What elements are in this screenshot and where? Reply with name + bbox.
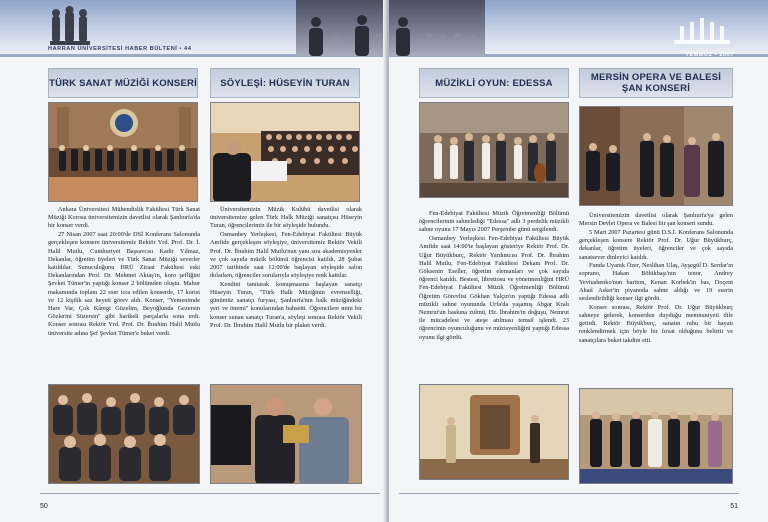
article-title-1: TÜRK SANAT MÜZİĞİ KONSERİ bbox=[48, 68, 198, 98]
page-number-right: 51 bbox=[730, 503, 738, 510]
statue-logo-icon bbox=[48, 6, 92, 46]
article-paragraph: Konser sonrası, Rektör Prof. Dr. Uğur Büyükburç sahneye gelerek, konserden duyduğu memnuniyeti dile getirdi. Rektör Büyükburç, sanatın ruhu bir hayatı renklendirmek için böyle bir fırsat olduğunu belirtti ve sanatçılara buket takdim etti. bbox=[579, 303, 733, 344]
article-title-4: MERSİN OPERA VE BALESİ ŞAN KONSERİ bbox=[579, 68, 733, 98]
issue-date-header-text: TEMMUZ • 2007 bbox=[685, 52, 734, 58]
article-paragraph: Üniversitemizin davetlisi olarak Şanlıurfa'ya gelen Mersin Devlet Opera ve Balesi bir şan konseri sundu. bbox=[579, 212, 733, 228]
opera-singers-photo bbox=[579, 106, 733, 206]
article-text-2 bbox=[210, 206, 362, 331]
article-column-3 bbox=[419, 68, 569, 98]
opera-curtain-call-photo bbox=[579, 388, 733, 484]
article-paragraph: Üniversitemizin Müzik Kulübü davetlisi olarak üniversitemize gelen Türk Halk Müziği sanatçısı Hüseyin Turan, öğrencilerimiz ile bir söyleşide bulundu. bbox=[210, 206, 362, 230]
article-paragraph: 27 Nisan 2007 saat 20:00'de DSİ Konferans Salonunda gerçekleşen konsere üniversitemiz Rektör Yrd. Prof. Dr. İ. Halil Mutlu, Cumhuriyet Başsavcısı Kadir Yılmaz, Dekanlar, öğretim üyeleri ve Türk Sanat Müziği severler katıldılar. Sunuculuğunu HRÜ Ziraat Fakültesi eski Dekanlarından Prof. Dr. Mehmet Aktaş'ın, koro şefliğini Şevket Tümer'in yaptığı konser 2 bölümden oluştu. Mahur makamında toplam 22 eser icra edilen konserde, 17 korist ve 12 kişilik saz heyeti görev aldı. Konser, "Yemenimde Hare Var, Çok Kâregi Güzelim, Beyoğlunda Gezersin Gözlerini Süzersin" gibi harikeli parçalarla sona erdi. Konser sonrası Rektör Yrd. Prof. Dr. İbrahim Halil Mutlu üniversite adına Şef Şevket Tümer'e buket verdi. bbox=[48, 231, 200, 337]
edessa-play-cast-photo bbox=[419, 102, 569, 198]
article-text-3 bbox=[419, 210, 569, 342]
university-building-logo-icon bbox=[670, 16, 734, 50]
article-column-2 bbox=[210, 68, 360, 98]
right-page bbox=[389, 0, 768, 522]
article-paragraph: 5 Mart 2007 Pazartesi günü D.S.İ. Konferans Salonunda gerçekleşen konsere Rektör Prof. Dr. Uğur Büyükburç, dekanlar, öğretim üyeleri, öğrenciler ve çok sayıda sanatsever dinleyici katıldı. bbox=[579, 228, 733, 261]
article-paragraph: Fen-Edebiyat Fakültesi Müzik Öğretmenliği Bölümü öğrencilerinin sahnelediği "Edessa" adlı 3 perdelik müzikli sahne oyunu 17 Mayıs 2007 Perşembe günü sergilendi. bbox=[419, 210, 569, 234]
edessa-stage-photo bbox=[419, 384, 569, 480]
article-title-2: SÖYLEŞİ: HÜSEYİN TURAN bbox=[210, 68, 360, 98]
article-column-4 bbox=[579, 68, 733, 98]
article-column-1 bbox=[48, 68, 198, 98]
bulletin-header-text: HARRAN ÜNİVERSİTESİ HABER BÜLTENİ • 44 bbox=[48, 46, 192, 52]
plaque-presentation-photo bbox=[210, 384, 362, 484]
footer-rule-right bbox=[399, 493, 739, 494]
audience-photo bbox=[48, 384, 200, 484]
footer-rule-left bbox=[40, 493, 380, 494]
article-paragraph: Funda Uyanık Özer, Neslihan Ulaş, Ayşegül D. Serdar'ın soprano, Hakan Bölükbaşı'nın tenor, Andrey Yevtushenko'nun bariton, Kenan Korbek'in bas, Doçent Ahad Asker'in piyanoda sahne aldığı ve 19 eserin seslendirildiği konser ilgi gördü. bbox=[579, 262, 733, 303]
article-paragraph: Ankara Üniversitesi Mühendislik Fakültesi Türk Sanat Müziği Korosu üniversitemizin davetlisi olarak Şanlıurfa'da bir konser verdi. bbox=[48, 206, 200, 230]
article-text-1 bbox=[48, 206, 200, 338]
article-paragraph: Kendini tanıtarak konuşmasına başlayan sanatçı Hüseyin Turan, "Türk Halk Müziğinin evrenselliği, günümüz sanatçı furyası, Şanlıurfa'nın halk müziğindeki yeri ve önemi" konularından bahsetti. Öğrencilere mini bir konser sunan sanatçı Turan'a, söyleşi sonrası Rektör Vekili Prof. Dr. İbrahim Halil Mutlu bir plaket verdi. bbox=[210, 280, 362, 329]
interview-photo bbox=[210, 102, 360, 202]
choir-concert-photo bbox=[48, 102, 198, 202]
article-text-4 bbox=[579, 212, 733, 345]
header-photo-left bbox=[296, 0, 387, 56]
page-number-left: 50 bbox=[40, 503, 48, 510]
article-title-3: MÜZİKLİ OYUN: EDESSA bbox=[419, 68, 569, 98]
header-photo-right bbox=[389, 0, 485, 56]
article-paragraph: Osmanbey Yerleşkesi, Fen-Edebiyat Fakültesi Büyük Amfide gerçekleşen söyleşiye, üniversitemiz Rektör Vekili Prof. Dr. İbrahim Halil Mutlu'nun yanı sıra akademisyenler ve çok sayıda müzik bölümü öğrencisi katıldı. 28 Şubat 2007 tarihinde saat 12:00'de başlayan söyleşide salon dolarken, öğrenciler sorularıyla söyleşiye renk kattılar. bbox=[210, 231, 362, 280]
article-paragraph: Osmanbey Yerleşkesi Fen-Edebiyat Fakültesi Büyük Amfide saat 14:00'te başlayan gösteriye Rektör Prof. Dr. Uğur Büyükburç, Rektör Yardımcısı Prof. Dr. İbrahim Halil Mutlu, Fen-Edebiyat Fakültesi Dekanı Prof. Dr. Göksenin Eseller, öğretim elemanları ve çok sayıda öğrenci katıldı. Bestesi, librettosu ve yönetmenliğini HRÜ Fen-Edebiyat Fakültesi Müzik Öğretmenliği Bölümü Öğretim Görevlisi Gökhan Yalçın'ın yaptığı Edessa adlı müzikli sahne oyununda Urfa'da yaşamış Abgar Kralı Nemrut'un baskına zulmü, Hz. İbrahim'in doğuşu, Nemrut ile mücadelesi ve ateşe atılması temsil işlendi. 23 öğrencinin oyunculuğunu ve müzisyenliğini yaptığı Edessa oyunu ilgi gördü. bbox=[419, 235, 569, 341]
